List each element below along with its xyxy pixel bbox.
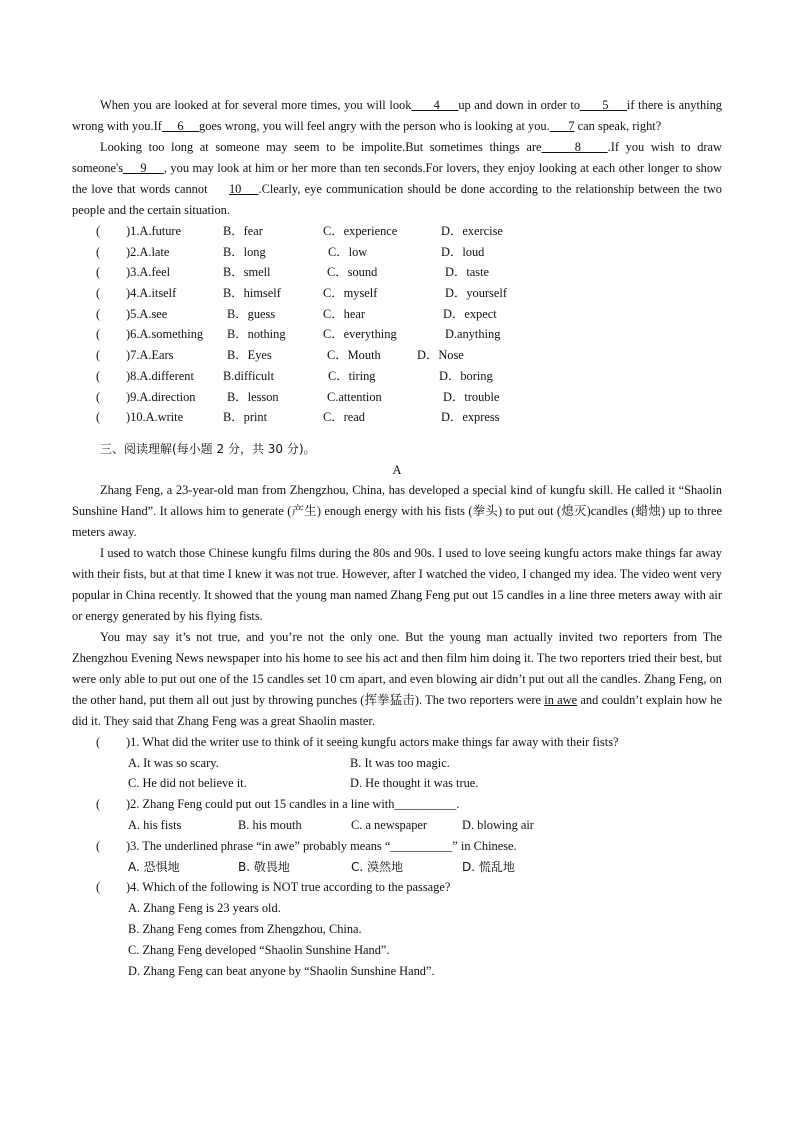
passage-label: A (392, 462, 402, 477)
answer-option: B. his mouth (238, 818, 302, 833)
answer-option: B. Zhang Feng comes from Zhengzhou, China. (128, 922, 362, 937)
option-row: ( )8.A.different B.difficult C．tiring D．boring (72, 366, 722, 387)
answer-paren[interactable]: ( (96, 286, 101, 301)
answer-paren[interactable]: ( (96, 880, 101, 895)
option-row: ( )10.A.write B．print C．read D．express (72, 407, 722, 428)
question-stem: )3. The underlined phrase “in awe” probably means “__________” in Chinese. (126, 838, 517, 853)
blank-10: 10 (228, 182, 242, 196)
answer-paren[interactable]: ( (96, 244, 101, 259)
answer-option: A. It was so scary. (128, 755, 219, 770)
answer-paren[interactable]: ( (96, 410, 101, 425)
question-2 (72, 794, 722, 836)
question-stem: )4. Which of the following is NOT true according to the passage? (126, 880, 451, 895)
text: When you are looked at for several more times, you will look (100, 98, 412, 112)
answer-paren[interactable]: ( (96, 306, 101, 321)
text: goes wrong, you will feel angry with the person who is looking at you. (199, 119, 550, 133)
section-title: 三、阅读理解(每小题 2 分，共 30 分)。 (100, 441, 316, 456)
answer-option: B. It was too magic. (350, 755, 450, 770)
answer-option: C. 漠然地 (351, 859, 404, 874)
answer-option: C. a newspaper (351, 818, 428, 833)
answer-option: D. 慌乱地 (462, 859, 515, 874)
option-row: ( )2.A.late B．long C．low D．loud (72, 242, 722, 263)
answer-option: D. blowing air (462, 818, 534, 833)
option-row: ( )4.A.itself B．himself C．myself D．yourself (72, 283, 722, 304)
answer-paren[interactable]: ( (96, 389, 101, 404)
option-row: ( )5.A.see B．guess C．hear D．expect (72, 304, 722, 325)
answer-paren[interactable]: ( (96, 734, 101, 749)
cloze-paragraph-2 (72, 137, 722, 221)
blank-7: 7 (568, 119, 575, 133)
answer-option: A. 恐惧地 (128, 859, 180, 874)
option-row: ( )6.A.something B．nothing C．everything D.anything (72, 324, 722, 345)
text: Looking too long at someone may seem to be impolite.But sometimes things are (100, 140, 542, 154)
question-stem: )1. What did the writer use to think of it seeing kungfu actors make things far away with their fists? (126, 734, 619, 749)
cloze-options (72, 221, 722, 428)
answer-paren[interactable]: ( (96, 368, 101, 383)
text: if there is anything wrong with you.If (72, 98, 722, 133)
answer-option: A. Zhang Feng is 23 years old. (128, 901, 281, 916)
answer-paren[interactable]: ( (96, 838, 101, 853)
blank-5: 5 (602, 98, 609, 112)
cloze-paragraph-1 (72, 95, 722, 137)
question-1 (72, 732, 722, 794)
answer-paren[interactable]: ( (96, 327, 101, 342)
answer-paren[interactable]: ( (96, 348, 101, 363)
underlined-phrase: in awe (544, 692, 578, 707)
option-row: ( )3.A.feel B．smell C．sound D．taste (72, 262, 722, 283)
answer-option: D. Zhang Feng can beat anyone by “Shaolin Sunshine Hand”. (128, 963, 435, 978)
exam-page (72, 95, 722, 981)
reading-paragraph-2: I used to watch those Chinese kungfu films during the 80s and 90s. I used to love seeing kungfu actors make things far away with their fists, but at that time I knew it was not true. However, after I watched the video, I changed my idea. The video went very popular in China recently. It showed that the young man named Zhang Feng put out 15 candles in a line three meters away with air or energy generated by his flying fists. (72, 545, 722, 623)
answer-option: C. He did not believe it. (128, 776, 247, 791)
question-stem: )2. Zhang Feng could put out 15 candles in a line with__________. (126, 797, 460, 812)
question-3 (72, 836, 722, 878)
reading-paragraph-3: You may say it’s not true, and you’re not the only one. But the young man actually invited two reporters from The Zhengzhou Evening News newspaper into his home to see his act and then film him doing it. The two reporters tried their best, but were only able to put out one of the 15 candles set 10 cm apart, and even blowing air didn’t put out all the candles. Zhang Feng, on the other hand, put them all out just by throwing punches (挥拳猛击). The two reporters were in awe and couldn’t explain how he did it. They said that Zhang Feng was a great Shaolin master. (72, 629, 722, 728)
text: , you may look at him or her more than ten seconds.For lovers, they enjoy looking at each other longer to show the love that words cannot (72, 161, 722, 196)
answer-paren[interactable]: ( (96, 265, 101, 280)
blank-6: 6 (177, 119, 184, 133)
answer-option: C. Zhang Feng developed “Shaolin Sunshine Hand”. (128, 942, 390, 957)
text: up and down in order to (458, 98, 581, 112)
text: can speak, right? (577, 119, 662, 133)
text: .If you wish to draw someone's (72, 140, 722, 175)
option-row: ( )1.A.future B．fear C．experience D．exercise (72, 221, 722, 242)
reading-paragraph-1: Zhang Feng, a 23-year-old man from Zhengzhou, China, has developed a special kind of kungfu skill. He called it “Shaolin Sunshine Hand”. It allows him to generate (产生) enough energy with his fists (拳头) to put out (熄灭)candles (蜡烛) up to three meters away. (72, 482, 722, 539)
text: .Clearly, eye communication should be done according to the relationship between the two people and the certain situation. (72, 182, 722, 217)
blank-4: 4 (433, 98, 440, 112)
blank-8: 8 (574, 140, 581, 154)
option-row: ( )7.A.Ears B．Eyes C．Mouth D．Nose (72, 345, 722, 366)
question-4 (72, 877, 722, 981)
answer-option: D. He thought it was true. (350, 776, 479, 791)
blank-9: 9 (140, 161, 147, 175)
option-row: ( )9.A.direction B．lesson C.attention D．trouble (72, 387, 722, 408)
answer-paren[interactable]: ( (96, 797, 101, 812)
answer-paren[interactable]: ( (96, 224, 101, 238)
answer-option: B. 敬畏地 (238, 859, 290, 874)
answer-option: A. his fists (128, 818, 182, 833)
